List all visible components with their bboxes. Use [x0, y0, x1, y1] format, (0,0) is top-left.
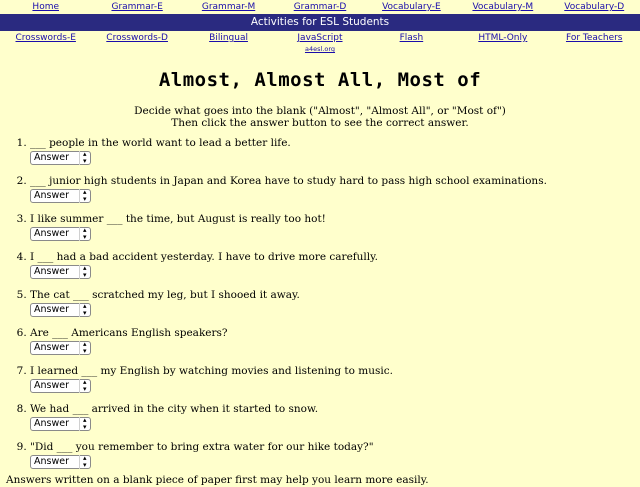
question-item [30, 441, 640, 469]
question-item [30, 365, 640, 393]
question-text: 2. ___ junior high students in Japan and Korea have to study hard to pass high school examinations. [30, 175, 547, 187]
nav-grammar-e-link[interactable]: Grammar-E [111, 2, 163, 12]
answer-dropdown-label: Answer [34, 456, 69, 467]
question-item [30, 251, 640, 279]
updown-chevron-icon: ▴ ▾ [79, 151, 87, 165]
answer-dropdown[interactable] [30, 227, 91, 241]
instructions-line-2: Then click the answer button to see the correct answer. [171, 117, 469, 129]
question-item [30, 289, 640, 317]
answer-dropdown-label: Answer [34, 266, 69, 277]
updown-chevron-icon: ▴ ▾ [79, 265, 87, 279]
nav-vocabulary-d-link[interactable]: Vocabulary-D [564, 2, 625, 12]
question-text: 7. I learned ___ my English by watching movies and listening to music. [30, 365, 393, 377]
updown-chevron-icon: ▴ ▾ [79, 227, 87, 241]
instructions [0, 105, 640, 129]
nav-grammar-m-link[interactable]: Grammar-M [201, 2, 256, 12]
nav-grammar-d-link[interactable]: Grammar-D [293, 2, 347, 12]
nav-crosswords-e-link[interactable]: Crosswords-E [15, 33, 76, 43]
answer-dropdown[interactable] [30, 455, 91, 469]
updown-chevron-icon: ▴ ▾ [79, 417, 87, 431]
answer-dropdown-label: Answer [34, 304, 69, 315]
site-home-link[interactable]: a4esl.org [304, 45, 336, 53]
instructions-line-1: Decide what goes into the blank ("Almost", "Almost All", or "Most of") [134, 105, 506, 117]
question-text: 4. I ___ had a bad accident yesterday. I have to drive more carefully. [30, 251, 379, 263]
answer-dropdown-label: Answer [34, 342, 69, 353]
page-title: Almost, Almost All, Most of [158, 69, 482, 91]
answer-dropdown[interactable] [30, 341, 91, 355]
answer-dropdown[interactable] [30, 379, 91, 393]
answer-dropdown-label: Answer [34, 380, 69, 391]
footer-note: Answers written on a blank piece of paper first may help you learn more easily. [6, 474, 429, 486]
nav-for-teachers-link[interactable]: For Teachers [565, 33, 623, 43]
site-banner: Activities for ESL Students [0, 14, 640, 31]
updown-chevron-icon: ▴ ▾ [79, 189, 87, 203]
answer-dropdown[interactable] [30, 151, 91, 165]
question-item [30, 327, 640, 355]
nav-home-link[interactable]: Home [32, 2, 59, 12]
updown-chevron-icon: ▴ ▾ [79, 303, 87, 317]
nav-bilingual-link[interactable]: Bilingual [209, 33, 248, 43]
answer-dropdown-label: Answer [34, 190, 69, 201]
answer-dropdown-label: Answer [34, 228, 69, 239]
question-item [30, 137, 640, 165]
answer-dropdown[interactable] [30, 189, 91, 203]
answer-dropdown[interactable] [30, 303, 91, 317]
updown-chevron-icon: ▴ ▾ [79, 341, 87, 355]
question-item [30, 175, 640, 203]
question-text: 1. ___ people in the world want to lead a better life. [30, 137, 291, 149]
nav-javascript-link[interactable]: JavaScript [297, 33, 343, 43]
question-text: 5. The cat ___ scratched my leg, but I shooed it away. [30, 289, 300, 301]
answer-dropdown-label: Answer [34, 418, 69, 429]
nav-html-only-link[interactable]: HTML-Only [478, 33, 528, 43]
question-list [0, 137, 640, 469]
question-text: 3. I like summer ___ the time, but August is really too hot! [30, 213, 326, 225]
updown-chevron-icon: ▴ ▾ [79, 379, 87, 393]
nav-flash-link[interactable]: Flash [399, 33, 424, 43]
answer-dropdown[interactable] [30, 417, 91, 431]
nav-crosswords-d-link[interactable]: Crosswords-D [106, 33, 168, 43]
answer-dropdown-label: Answer [34, 152, 69, 163]
nav-vocabulary-m-link[interactable]: Vocabulary-M [472, 2, 534, 12]
top-nav [0, 0, 640, 14]
updown-chevron-icon: ▴ ▾ [79, 455, 87, 469]
nav-vocabulary-e-link[interactable]: Vocabulary-E [382, 2, 441, 12]
question-item [30, 403, 640, 431]
question-item [30, 213, 640, 241]
site-link-row [0, 45, 640, 53]
question-text: 6. Are ___ Americans English speakers? [30, 327, 228, 339]
bottom-nav [0, 31, 640, 45]
answer-dropdown[interactable] [30, 265, 91, 279]
question-text: 8. We had ___ arrived in the city when it started to snow. [30, 403, 319, 415]
question-text: 9. "Did ___ you remember to bring extra water for our hike today?" [30, 441, 374, 453]
